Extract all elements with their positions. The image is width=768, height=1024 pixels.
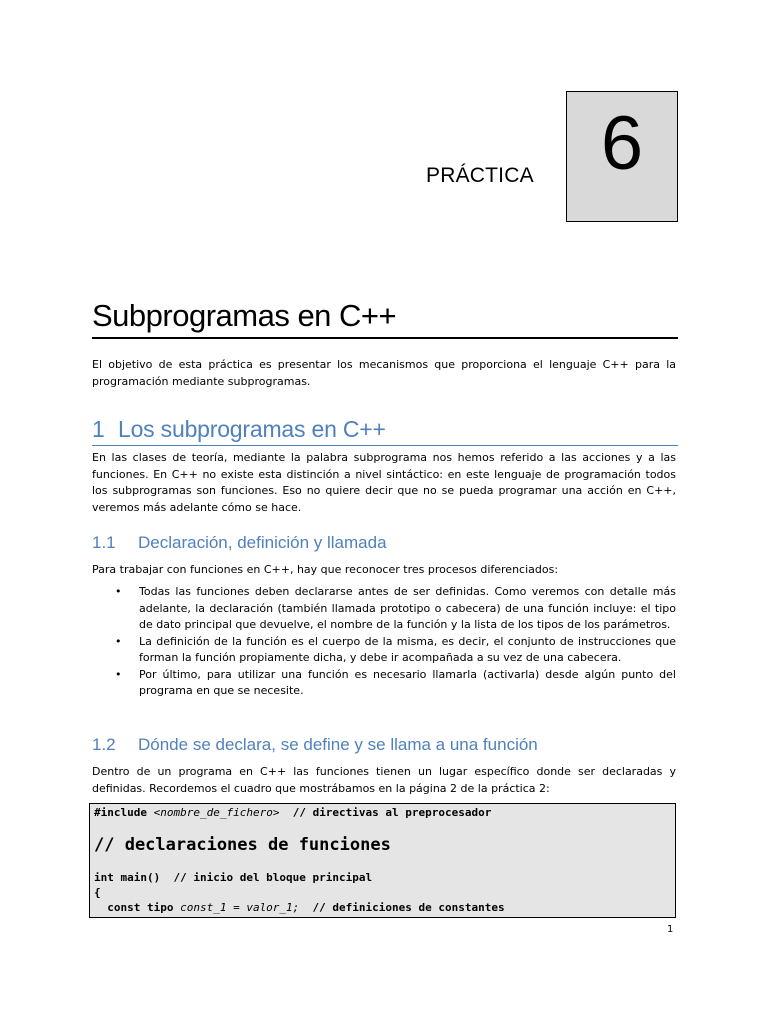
document-title: Subprogramas en C++ [92,298,678,339]
code-include-file: <nombre_de_fichero> [153,806,280,819]
section-1-1-number: 1.1 [92,533,116,552]
section-1-2-paragraph: Dentro de un programa en C++ las funciones tienen un lugar específico donde ser declaradas y definidas. Recordemos el cuadro que mostrábamos en la página 2 de la práctica 2: [92,765,676,795]
section-1-2-number: 1.2 [92,735,116,754]
list-item-text: Por último, para utilizar una función es necesario llamarla (activarla) desde algún punto del programa en que se necesite. [139,667,676,697]
bullet-icon: • [115,585,122,598]
code-box [89,803,676,918]
section-1-2-heading [92,735,538,755]
section-1-1-paragraph: Para trabajar con funciones en C++, hay que reconocer tres procesos diferenciados: [92,563,559,576]
section-1-1-title: Declaración, definición y llamada [138,533,387,552]
list-item [92,584,676,634]
code-line-include [94,806,491,819]
code-line-const [94,901,505,914]
list-item-text: La definición de la función es el cuerpo de la misma, es decir, el conjunto de instrucciones que forman la función propiamente dicha, y debe ir acompañada a su vez de una cabecera. [139,634,676,664]
code-include-comment: // directivas al preprocesador [279,806,492,819]
code-line-brace: { [94,886,101,899]
bullet-icon: • [115,667,122,681]
intro-paragraph: El objetivo de esta práctica es presentar los mecanismos que proporciona el lenguaje C++ para la programación mediante subprogramas. [92,358,676,388]
code-const-value: const_1 = valor_1; [180,901,300,914]
section-1-paragraph: En las clases de teoría, mediante la palabra subprograma nos hemos referido a las acciones y a las funciones. En C++ no existe esta distinción a nivel sintáctico: en este lenguaje de programación todos los subprogramas son funciones. Eso no quiere decir que no se pueda programar una acción en C++, veremos más adelante cómo se hace. [92,451,676,514]
bullet-icon: • [115,634,122,648]
code-line-declarations: // declaraciones de funciones [94,835,391,855]
section-1-heading [92,414,678,446]
code-const-comment: // definiciones de constantes [299,901,505,914]
section-1-title: Los subprogramas en C++ [118,416,386,442]
section-1-2-title: Dónde se declara, se define y se llama a una función [138,735,538,754]
code-line-main: int main() // inicio del bloque principal [94,871,373,884]
list-item [92,667,676,700]
list-item-text: Todas las funciones deben declararse antes de ser definidas. Como veremos con detalle más adelante, la declaración (también llamada prototipo o cabecera) de una función incluye: el tipo de dato principal que devuelve, el nombre de la función y la lista de los tipos de los parámetros. [139,585,676,631]
practica-number-box [566,91,678,222]
page-number: 1 [667,924,674,935]
code-const-keyword: const tipo [94,901,181,914]
practica-number: 6 [600,101,644,186]
section-1-number: 1 [92,416,105,442]
section-1-1-heading [92,533,387,553]
list-item [92,634,676,667]
bullet-list [92,584,676,700]
practica-label: PRÁCTICA [426,164,534,187]
code-include-keyword: #include [94,806,154,819]
